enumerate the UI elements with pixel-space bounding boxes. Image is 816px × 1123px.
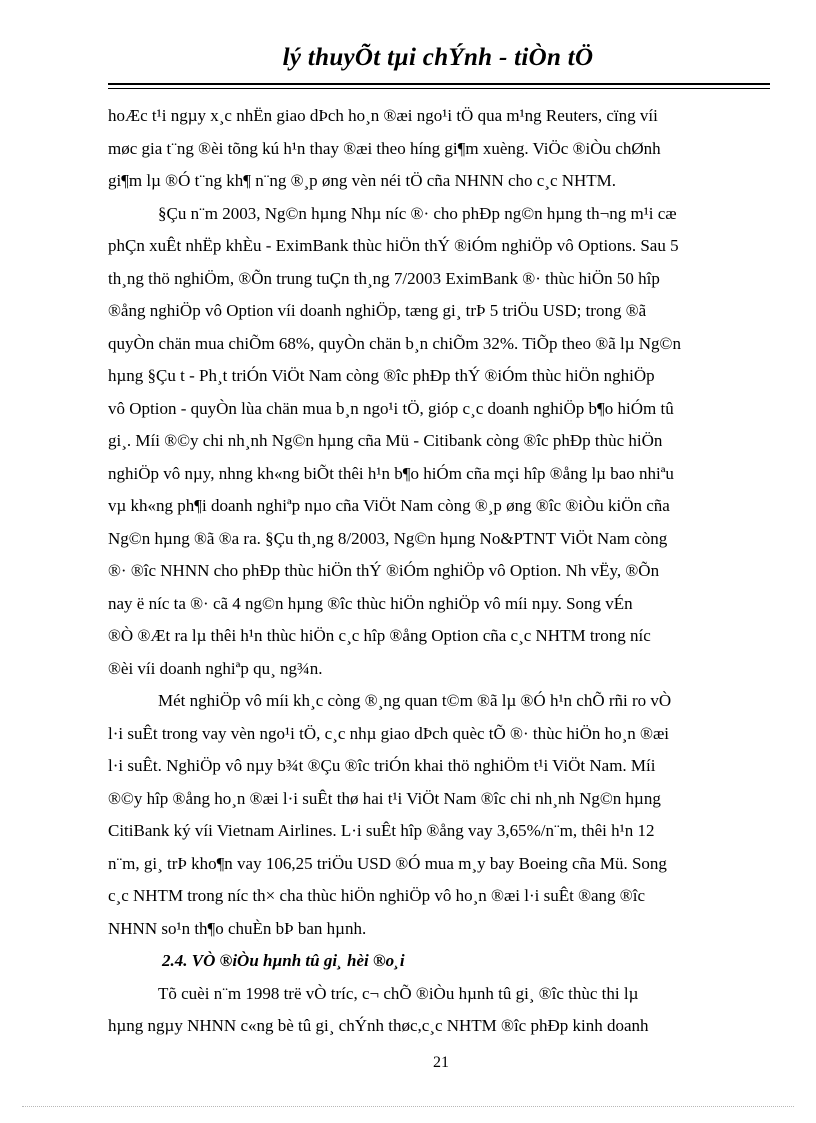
page-number: 21	[433, 1054, 449, 1071]
text-line: nghiÖp vô nµy, nhng kh«ng biÕt thêi h¹n b¶o hiÓm cña mçi hîp ®ång lµ bao nhiªu	[108, 463, 674, 483]
text-line: vµ kh«ng ph¶i doanh nghiªp nµo cña ViÖt Nam còng ®¸p øng ®îc ®iÒu kiÖn cña	[108, 496, 670, 515]
text-line: nay ë níc ta ®· cã 4 ng©n hµng ®îc thùc hiÖn nghiÖp vô míi nµy. Song vÉn	[108, 593, 633, 613]
text-line: ®ång nghiÖp vô Option víi doanh nghiÖp, tæng gi¸ trÞ 5 triÖu USD; trong ®ã	[108, 301, 647, 320]
text-line: n¨m, gi¸ trÞ kho¶n vay 106,25 triÖu USD ®Ó mua m¸y bay Boeing cña Mü. Song	[108, 853, 667, 873]
text-line: l·i suÊt. NghiÖp vô nµy b¾t ®Çu ®îc triÓn khai thö nghiÖm t¹i ViÖt Nam. Míi	[108, 756, 656, 775]
text-line: Ng©n hµng ®ã ®a ra. §Çu th¸ng 8/2003, Ng©n hµng No&PTNT ViÖt Nam còng	[108, 528, 668, 548]
text-line: hµng §Çu t - Ph¸t triÓn ViÖt Nam còng ®îc phÐp thÝ ®iÓm thùc hiÖn nghiÖp	[108, 366, 655, 385]
text-line: phÇn xuÊt nhËp khÈu - EximBank thùc hiÖn thÝ ®iÓm nghiÖp vô Options. Sau 5	[108, 236, 679, 255]
text-line: quyÒn chän mua chiÕm 68%, quyÒn chän b¸n chiÕm 32%. TiÕp theo ®ã lµ Ng©n	[108, 333, 681, 353]
text-line: ®· ®îc NHNN cho phÐp thùc hiÖn thÝ ®iÓm nghiÖp vô Option. Nh vËy, ®Õn	[108, 561, 660, 580]
running-header-title: lý thuyÕt tµi chÝnh - tiÒn tÖ	[282, 44, 594, 71]
page-bottom-dotted-line	[22, 1106, 794, 1107]
text-line: vô Option - quyÒn lùa chän mua b¸n ngo¹i tÖ, gióp c¸c doanh nghiÖp b¶o hiÓm tû	[108, 398, 674, 418]
text-line: gi¸. Míi ®©y chi nh¸nh Ng©n hµng cña Mü - Citibank còng ®îc phÐp thùc hiÖn	[108, 431, 663, 450]
text-line: hoÆc t¹i ngµy x¸c nhËn giao dÞch ho¸n ®æi ngo¹i tÖ qua m¹ng Reuters, cïng víi	[108, 106, 658, 125]
text-line: Tõ cuèi n¨m 1998 trë vÒ tríc, c¬ chÕ ®iÒu hµnh tû gi¸ ®îc thùc thi lµ	[158, 983, 639, 1003]
text-line: ®èi víi doanh nghiªp qu¸ ng¾n.	[108, 658, 323, 678]
paragraph-2	[108, 198, 760, 686]
paragraph-3	[108, 685, 760, 945]
text-line: hµng ngµy NHNN c«ng bè tû gi¸ chÝnh thøc,c¸c NHTM ®îc phÐp kinh doanh	[108, 1016, 649, 1035]
header-rule-thin	[108, 88, 770, 89]
text-line: c¸c NHTM trong níc th× cha thùc hiÖn nghiÖp vô ho¸n ®æi l·i suÊt ®ang ®îc	[108, 886, 645, 905]
paragraph-4	[108, 978, 760, 1043]
text-line: Mét nghiÖp vô míi kh¸c còng ®¸ng quan t©m ®ã lµ ®Ó h¹n chÕ rñi ro vÒ	[158, 691, 672, 710]
text-line: CitiBank ký víi Vietnam Airlines. L·i suÊt hîp ®ång vay 3,65%/n¨m, thêi h¹n 12	[108, 821, 655, 840]
header-rule-thick	[108, 83, 770, 85]
text-line: ®©y hîp ®ång ho¸n ®æi l·i suÊt thø hai t¹i ViÖt Nam ®îc chi nh¸nh Ng©n hµng	[108, 788, 661, 808]
text-line: gi¶m lµ ®Ó t¨ng kh¶ n¨ng ®¸p øng vèn néi tÖ cña NHNN cho c¸c NHTM.	[108, 171, 617, 190]
text-line: ®Ò ®Æt ra lµ thêi h¹n thùc hiÖn c¸c hîp ®ång Option cña c¸c NHTM trong níc	[108, 626, 651, 645]
paragraph-1	[108, 100, 760, 198]
text-line: møc gia t¨ng ®èi tõng kú h¹n thay ®æi theo híng gi¶m xuèng. ViÖc ®iÒu chØnh	[108, 138, 661, 158]
text-line: th¸ng thö nghiÖm, ®Õn trung tuÇn th¸ng 7/2003 EximBank ®· thùc hiÖn 50 hîp	[108, 268, 660, 288]
section-heading: 2.4. VÒ ®iÒu hµnh tû gi¸ hèi ®o¸i	[162, 951, 405, 970]
text-line: §Çu n¨m 2003, Ng©n hµng Nhµ níc ®· cho phÐp ng©n hµng th¬ng m¹i cæ	[158, 203, 677, 223]
body-text	[108, 100, 760, 1043]
text-line: l·i suÊt trong vay vèn ngo¹i tÖ, c¸c nhµ giao dÞch quèc tÕ ®· thùc hiÖn ho¸n ®æi	[108, 723, 670, 743]
text-line: NHNN so¹n th¶o chuÈn bÞ ban hµnh.	[108, 918, 367, 938]
